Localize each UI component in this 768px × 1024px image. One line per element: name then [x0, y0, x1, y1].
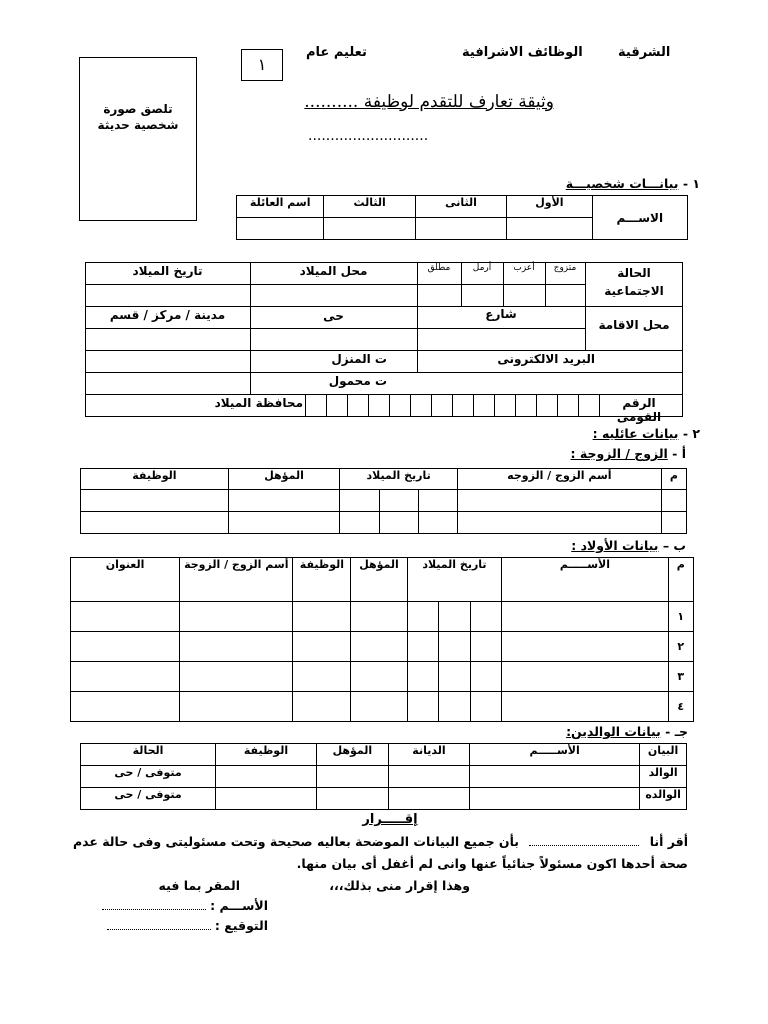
spouse-cell[interactable] — [81, 512, 229, 534]
marital-married: متزوج — [553, 263, 577, 273]
children-cell[interactable] — [293, 662, 351, 692]
name-col-first: الأول — [507, 196, 592, 218]
section1-heading — [566, 176, 700, 191]
father-label: الوالد — [640, 766, 687, 788]
parents-cell[interactable] — [388, 788, 469, 810]
children-col-spouse: أسم الزوج / الزوجة — [180, 558, 293, 602]
photo-box-line1: تلصق صورة — [103, 102, 173, 116]
street-label: شارع — [485, 307, 517, 321]
spouse-col-qualification: المؤهل — [228, 469, 340, 490]
spouse-cell[interactable] — [379, 512, 418, 534]
name-col-family: اسم العائلة — [237, 196, 324, 218]
children-cell[interactable] — [180, 662, 293, 692]
header-jobs: الوظائف الاشرافية — [462, 45, 583, 60]
children-cell[interactable] — [470, 632, 502, 662]
children-cell[interactable] — [470, 602, 502, 632]
children-cell[interactable] — [351, 662, 407, 692]
mother-label: الوالده — [640, 788, 687, 810]
national-id-label: الرقم القومى — [616, 396, 662, 424]
declaration-line2: صحة أحدها اكون مسئولاً جنائياً عنها وانى لم أغفل أى بيان منها. — [296, 856, 688, 871]
name-input-third[interactable] — [324, 218, 415, 240]
children-row-number: ٤ — [668, 692, 693, 722]
children-cell[interactable] — [470, 662, 502, 692]
spouse-col-name: أسم الزوج / الزوجه — [457, 469, 661, 490]
section1-number: ١ - — [682, 176, 700, 191]
children-cell[interactable] — [180, 602, 293, 632]
declaration-title: إقـــــرار — [362, 812, 418, 827]
spouse-col-job: الوظيفة — [81, 469, 229, 490]
marital-widowed: أرمل — [472, 263, 492, 273]
children-cell[interactable] — [407, 662, 439, 692]
children-cell[interactable] — [407, 692, 439, 722]
children-col-qualification: المؤهل — [351, 558, 407, 602]
parents-prefix: جـ - — [665, 724, 688, 739]
signature-field[interactable] — [107, 929, 211, 930]
children-cell[interactable] — [351, 632, 407, 662]
spouse-cell[interactable] — [418, 512, 457, 534]
parents-cell[interactable] — [316, 766, 388, 788]
spouse-cell[interactable] — [228, 512, 340, 534]
signature-label: التوقيع : — [214, 918, 268, 933]
children-cell[interactable] — [351, 602, 407, 632]
children-cell[interactable] — [502, 692, 668, 722]
children-cell[interactable] — [293, 602, 351, 632]
children-col-job: الوظيفة — [293, 558, 351, 602]
children-heading — [571, 538, 686, 553]
parents-cell[interactable] — [388, 766, 469, 788]
parents-cell[interactable] — [216, 788, 317, 810]
children-cell[interactable] — [407, 602, 439, 632]
birth-governorate-label: محافظة الميلاد — [214, 396, 303, 410]
marital-status-label: الحالة الاجتماعية — [604, 266, 664, 298]
spouse-cell[interactable] — [661, 490, 686, 512]
parents-col-status: الحالة — [81, 744, 216, 766]
children-cell[interactable] — [439, 692, 471, 722]
marital-divorced: مطلق — [427, 263, 451, 273]
parents-table — [80, 743, 687, 810]
photo-box — [79, 57, 197, 221]
spouse-cell[interactable] — [661, 512, 686, 534]
children-cell[interactable] — [502, 602, 668, 632]
city-label: مدينة / مركز / قسم — [109, 308, 226, 322]
name-label: الاســـم — [592, 196, 687, 240]
name-input-family[interactable] — [237, 218, 324, 240]
signature-row — [110, 918, 268, 933]
children-col-address: العنوان — [71, 558, 180, 602]
spouse-col-birthdate: تاريخ الميلاد — [340, 469, 458, 490]
children-prefix: ب – — [662, 538, 686, 553]
declaration-line1 — [72, 834, 688, 849]
signer-name-row — [110, 898, 268, 913]
spouse-cell[interactable] — [457, 512, 661, 534]
children-table — [70, 557, 694, 722]
children-cell[interactable] — [439, 602, 471, 632]
children-row-number: ١ — [668, 602, 693, 632]
header-region: الشرقية — [618, 45, 671, 60]
spouse-cell[interactable] — [81, 490, 229, 512]
declaration-line3: وهذا إقرار منى بذلك،،، — [329, 878, 470, 893]
email-label: البريد الالكترونى — [497, 352, 595, 366]
signer-name-field[interactable] — [102, 909, 206, 910]
children-cell[interactable] — [470, 692, 502, 722]
parents-cell[interactable] — [216, 766, 317, 788]
signer-label: المقر بما فيه — [158, 878, 240, 893]
spouse-prefix: أ - — [672, 446, 686, 461]
parents-cell[interactable] — [470, 788, 640, 810]
header-education: تعليم عام — [306, 45, 367, 60]
children-cell[interactable] — [351, 692, 407, 722]
page-number-box: ١ — [241, 49, 283, 81]
children-cell[interactable] — [439, 632, 471, 662]
section2-number: ٢ - — [682, 426, 700, 441]
signer-name-label: الأســـم : — [210, 898, 268, 913]
parents-col-name: الأســـــم — [470, 744, 640, 766]
residence-label: محل الاقامة — [598, 318, 670, 332]
spouse-cell[interactable] — [457, 490, 661, 512]
children-row-number: ٢ — [668, 632, 693, 662]
mobile-label: ت محمول — [328, 374, 387, 388]
spouse-cell[interactable] — [228, 490, 340, 512]
name-col-second: الثانى — [415, 196, 506, 218]
father-status[interactable]: متوفى / حى — [81, 766, 216, 788]
spouse-label: الزوج / الزوجة : — [570, 446, 668, 461]
spouse-table — [80, 468, 687, 534]
children-col-name: الأســـــم — [502, 558, 668, 602]
photo-box-line2: شخصية حديثة — [97, 118, 179, 132]
children-cell[interactable] — [71, 602, 180, 632]
children-cell[interactable] — [502, 662, 668, 692]
mother-status[interactable]: متوفى / حى — [81, 788, 216, 810]
spouse-heading — [571, 446, 686, 461]
parents-col-item: البيان — [640, 744, 687, 766]
children-cell[interactable] — [71, 632, 180, 662]
declaration-i-am: أقر أنا — [649, 834, 688, 849]
parents-col-qualification: المؤهل — [316, 744, 388, 766]
children-cell[interactable] — [439, 662, 471, 692]
spouse-cell[interactable] — [340, 490, 379, 512]
section2-label: بيانات عائليه : — [592, 426, 679, 441]
declarant-name-field[interactable] — [529, 845, 639, 846]
personal-grid — [85, 262, 683, 424]
section2-heading — [593, 426, 700, 441]
birth-date-label: تاريخ الميلاد — [132, 264, 203, 278]
children-cell[interactable] — [293, 692, 351, 722]
name-col-third: الثالث — [324, 196, 415, 218]
name-input-second[interactable] — [415, 218, 506, 240]
page-title: وثيقة تعارف للتقدم لوظيفة .......... — [304, 92, 554, 112]
parents-col-religion: الديانة — [388, 744, 469, 766]
name-table — [236, 195, 688, 240]
marital-single: أعزب — [513, 263, 535, 273]
spouse-cell[interactable] — [418, 490, 457, 512]
home-phone-label: ت المنزل — [331, 352, 387, 366]
declaration-line1-rest: بأن جميع البيانات الموضحة بعاليه صحيحة وتحت مسئوليتى وفى حالة عدم — [72, 834, 519, 849]
birth-place-label: محل الميلاد — [299, 264, 368, 278]
children-col-birthdate: تاريخ الميلاد — [407, 558, 502, 602]
children-cell[interactable] — [293, 632, 351, 662]
parents-cell[interactable] — [470, 766, 640, 788]
children-cell[interactable] — [407, 632, 439, 662]
section1-label: بيانـــات شخصيـــة — [565, 176, 679, 191]
children-cell[interactable] — [71, 662, 180, 692]
children-row-number: ٣ — [668, 662, 693, 692]
children-cell[interactable] — [71, 692, 180, 722]
spouse-col-index: م — [661, 469, 686, 490]
parents-label: بيانات الوالدين: — [566, 724, 661, 739]
children-cell[interactable] — [180, 632, 293, 662]
parents-col-job: الوظيفة — [216, 744, 317, 766]
children-cell[interactable] — [502, 632, 668, 662]
spouse-cell[interactable] — [379, 490, 418, 512]
children-col-index: م — [668, 558, 693, 602]
district-label: حى — [323, 309, 344, 323]
title-dots: ........................... — [308, 128, 429, 144]
children-label: بيانات الأولاد : — [571, 538, 659, 553]
name-input-first[interactable] — [507, 218, 592, 240]
children-cell[interactable] — [180, 692, 293, 722]
spouse-cell[interactable] — [340, 512, 379, 534]
parents-cell[interactable] — [316, 788, 388, 810]
parents-heading — [566, 724, 688, 739]
